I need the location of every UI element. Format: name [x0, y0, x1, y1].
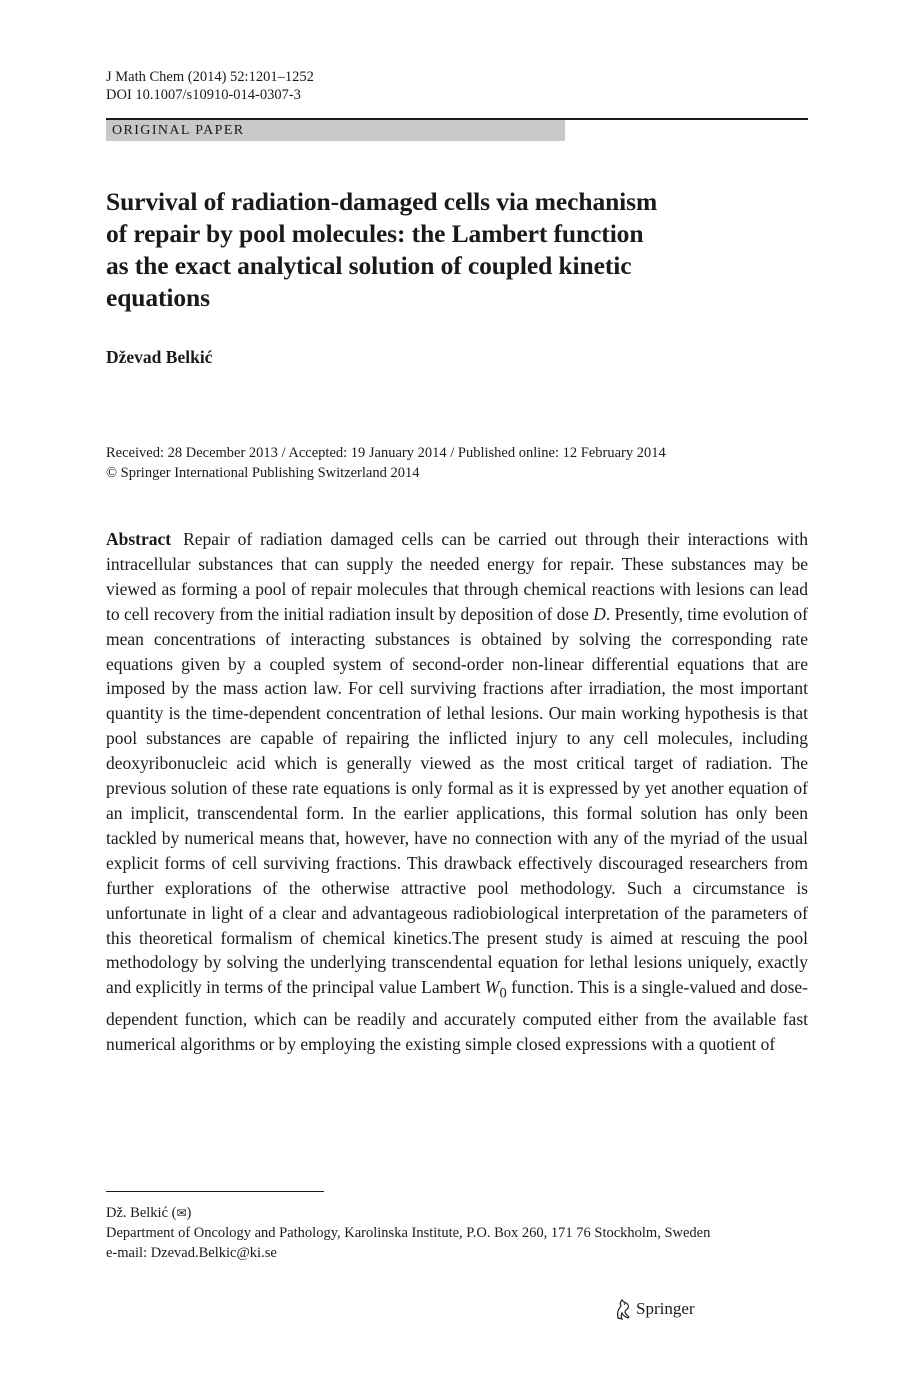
abstract-text-part2: . Presently, time evolution of mean concentrations of interacting substances is obtained by solving the corresponding rate equations given by a coupled system of second-order non-linear differential equations that are imposed by the mass action law. For cell surviving fractions after irradiation, the most important quantity is the time-dependent concentration of lethal lesions. Our main working hypothesis is that pool substances are capable of repairing the inflicted injury to any cell molecules, including deoxyribonucleic acid which is generally viewed as the most critical target of radiation. The previous solution of these rate equations is only formal as it is expressed by yet another equation of an implicit, transcendental form. In the earlier applications, this formal solution has only been tackled by numerical means that, however, have no connection with any of the myriad of the usual explicit forms of cell surviving fractions. This drawback effectively discouraged researchers from further explorations of the otherwise attractive pool methodology. Such a circumstance is unfortunate in light of a clear and advantageous radiobiological interpretation of the parameters of this theoretical formalism of chemical kinetics.The present study is aimed at rescuing the pool methodology by solving the underlying transcendental equation for lethal lesions uniquely, exactly and explicitly in terms of the principal value Lambert [106, 603, 809, 998]
history-dates: Received: 28 December 2013 / Accepted: 19 January 2014 / Published online: 12 February 2014 [106, 445, 666, 461]
section-badge: ORIGINAL PAPER [106, 120, 565, 141]
publisher-name: Springer [636, 1299, 695, 1318]
publisher-logo [614, 1298, 695, 1320]
footnote-name-close: ) [186, 1205, 192, 1221]
dose-symbol: D [593, 603, 606, 624]
springer-horse-icon [614, 1298, 632, 1320]
title-line: Survival of radiation-damaged cells via mechanism [106, 187, 658, 216]
journal-citation: J Math Chem (2014) 52:1201–1252 [106, 69, 314, 85]
journal-doi: DOI 10.1007/s10910-014-0307-3 [106, 87, 301, 103]
abstract [106, 527, 808, 1057]
abstract-text-part3: function. This is a single-valued and dose-dependent function, which can be readily and accurately computed either from the available fast numerical algorithms or by employing the existing simple closed expressions with a quotient of [106, 977, 808, 1054]
lambert-w-subscript: 0 [499, 985, 507, 1002]
publication-dates [106, 443, 666, 483]
paper-title [106, 186, 726, 314]
journal-header [106, 68, 314, 104]
title-line: equations [106, 283, 210, 312]
title-line: as the exact analytical solution of coupled kinetic [106, 251, 632, 280]
footnote-email: e-mail: Dzevad.Belkic@ki.se [106, 1245, 277, 1261]
footnote-affiliation: Department of Oncology and Pathology, Karolinska Institute, P.O. Box 260, 171 76 Stockholm, Sweden [106, 1225, 711, 1241]
abstract-label: Abstract [106, 529, 172, 549]
abstract-text-part1: Repair of radiation damaged cells can be carried out through their interactions with intracellular substances that can supply the needed energy for repair. These substances may be viewed as forming a pool of repair molecules that through chemical reactions with lesions can lead to cell recovery from the initial radiation insult by deposition of dose [106, 529, 809, 624]
envelope-icon: ✉ [176, 1206, 187, 1220]
footnote-name: Dž. Belkić ( [106, 1205, 177, 1221]
footnote-rule [106, 1191, 324, 1192]
footnote-name-line [106, 1203, 710, 1223]
author-footnote [106, 1203, 710, 1263]
copyright-line: © Springer International Publishing Switzerland 2014 [106, 465, 420, 481]
title-line: of repair by pool molecules: the Lambert function [106, 219, 644, 248]
lambert-w-symbol: W [484, 977, 500, 998]
author-name: Dževad Belkić [106, 347, 213, 367]
